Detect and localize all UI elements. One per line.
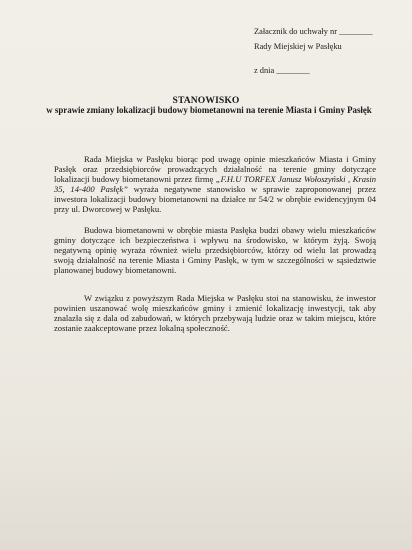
document-title: STANOWISKO xyxy=(172,95,240,106)
paragraph-2: Budowa biometanowni w obrębie miasta Pasłęka budzi obawy wielu mieszkańców gminy dotyczące ich bezpieczeństwa i wpływu na środowisko, w którym żyją. Swoją negatywną opinię wyraża również wielu przedsiębiorców, którzy od wielu lat prowadzą swoją działalność na terenie Miasta i Gminy Pasłęk, w tym w szczególności w sąsiedztwie planowanej budowy biometanowni. xyxy=(54,225,376,276)
paragraph-1-start: Rada Miejska w Pasłęku biorąc pod uwagę opinie mieszkańców Miasta i Gminy Pasłęk oraz przedsiębiorców prowadzących działalność na terenie gminy dotyczące lokalizacji budowy biometanowni przez firmę xyxy=(54,154,376,184)
attachment-line: Załacznik do uchwały nr ________ xyxy=(254,27,373,36)
council-line: Rady Miejskiej w Pasłęku xyxy=(254,42,342,51)
document-body xyxy=(54,155,376,346)
date-line: z dnia ________ xyxy=(254,66,310,75)
company-name: „F.H.U TORFEX Janusz Wołoszyński , Krasin 35, 14-400 Pasłęk” xyxy=(54,173,376,194)
page-shadow xyxy=(0,430,412,550)
paragraph-3: W związku z powyższym Rada Miejska w Pasłęku stoi na stanowisku, że inwestor powinien uszanować wolę mieszkańców gminy i zmienić lokalizację inwestycji, tak aby znalazła się z dala od zabudowań, w których przebywają ludzie oraz w takim miejscu, które zostanie zaakceptowane przez lokalną społeczność. xyxy=(54,292,376,333)
attachment-header xyxy=(254,28,373,82)
document-subtitle: w sprawie zmiany lokalizacji budowy biometanowni na terenie Miasta i Gminy Pasłęk xyxy=(46,105,372,115)
paragraph-1-end: wyraża negatywne stanowisko w sprawie zaproponowanej przez inwestora lokalizacji budowy biometanowni na działce nr 54/2 w obrębie ewidencyjnym 04 przy ul. Dworcowej w Pasłęku. xyxy=(54,183,376,214)
paragraph-1 xyxy=(54,155,376,214)
